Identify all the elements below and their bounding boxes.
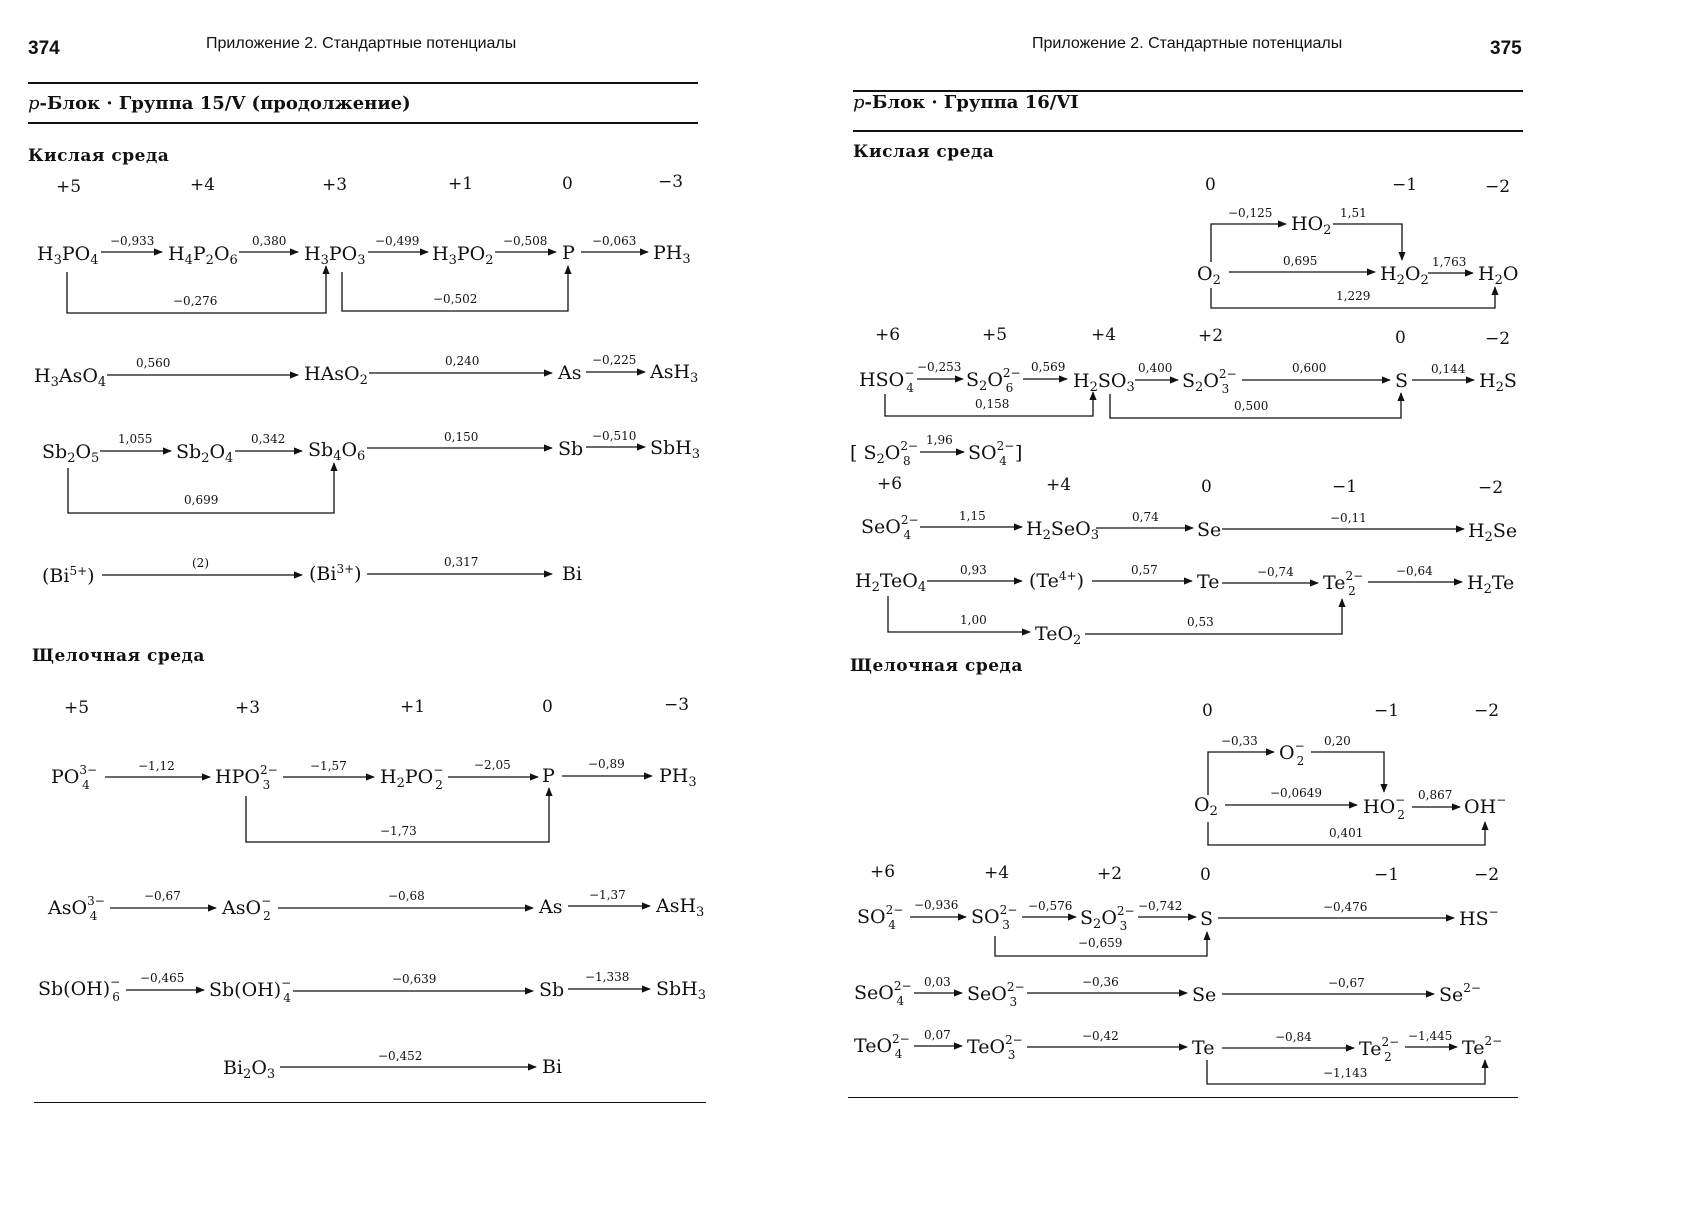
species-sb: Sb: [539, 979, 565, 1001]
species-aso4: AsO$^{3-}$ 4: [48, 894, 105, 923]
potential-label: 0,07: [924, 1028, 951, 1042]
antimony-base-diagram: [38, 970, 706, 1005]
ox-state: +4: [1046, 475, 1072, 495]
ox-state: 0: [1395, 328, 1406, 348]
species-h2se: $H_2Se$: [1468, 520, 1518, 545]
potential-label: 1,51: [1340, 206, 1367, 220]
species-as: As: [558, 362, 582, 384]
oxygen-base-diagram: [1194, 701, 1506, 845]
species-sb4o6: $Sb_4O_6$: [308, 439, 366, 464]
phosphorus-acid-diagram: [37, 234, 691, 313]
species-te4: $(Te^{4+})$: [1029, 569, 1084, 592]
potential-label: −0,933: [110, 234, 155, 248]
species-so4: $SO^{2-}$ 4 ]: [968, 439, 1023, 468]
species-h2s: $H_2S$: [1479, 370, 1517, 395]
potential-label: 0,699: [184, 493, 219, 507]
ox-state: +4: [984, 863, 1010, 883]
ox-state: −2: [1474, 865, 1500, 885]
sulfur-base-diagram: [857, 862, 1499, 956]
ox-state: +6: [875, 325, 901, 345]
page-number: 375: [1490, 38, 1522, 59]
potential-label: −0,452: [378, 1049, 423, 1063]
potential-label: 0,93: [960, 563, 987, 577]
potential-label: 1,229: [1336, 289, 1371, 303]
potential-label: 0,03: [924, 975, 951, 989]
potential-label: −1,445: [1408, 1029, 1453, 1043]
ox-state: −1: [1392, 175, 1418, 195]
ox-state: −1: [1332, 477, 1358, 497]
species-sboh4: Sb(OH)− 4: [209, 976, 292, 1005]
potential-label: −2,05: [474, 758, 511, 772]
ox-state: +4: [190, 175, 216, 195]
arsenic-acid-diagram: [34, 353, 698, 390]
species-sbh3: SbH$_3$: [650, 437, 701, 462]
species-h2teo4: $H_2TeO_4$: [855, 570, 927, 595]
right-page: [842, 0, 1684, 1224]
ox-state: 0: [1200, 865, 1211, 885]
species-seo4: SeO$^{2-}$ 4: [854, 979, 912, 1008]
species-ho2: $HO_2$: [1291, 213, 1332, 238]
ox-state: +3: [322, 175, 348, 195]
species-te2: $Te^{2-}$ 2: [1323, 569, 1364, 598]
species-h2o2: $H_2O_2$: [1380, 263, 1429, 288]
block-title-italic: p: [28, 93, 40, 114]
species-h4p2o6: $H_4P_2O_6$: [168, 243, 238, 268]
potential-label: 1,055: [118, 432, 153, 446]
potential-label: −0,33: [1221, 734, 1258, 748]
species-h2o: $H_2O$: [1478, 263, 1519, 288]
potential-label: −0,276: [173, 294, 218, 308]
ox-state: −3: [664, 695, 690, 715]
potential-label: −0,68: [388, 889, 425, 903]
arsenic-base-diagram: [47, 888, 704, 923]
potential-label: 0,401: [1329, 826, 1364, 840]
species-o2: $O_2$: [1194, 794, 1218, 819]
potential-label: −0,42: [1082, 1029, 1119, 1043]
species-te2m: $Te^{2-}$: [1462, 1034, 1503, 1059]
potential-label: −0,499: [375, 234, 420, 248]
potential-label: −0,64: [1396, 564, 1433, 578]
tellurium-base-diagram: [854, 1028, 1502, 1084]
potential-label: −1,338: [585, 970, 630, 984]
potential-label: 0,695: [1283, 254, 1318, 268]
bismuth-base-diagram: [223, 1049, 562, 1082]
potential-label: −0,253: [917, 360, 962, 374]
ox-state: −1: [1374, 701, 1400, 721]
ox-state: −1: [1374, 865, 1400, 885]
species-h3aso4: $H_3AsO_4$: [34, 365, 107, 390]
species-ho2m: HO− 2: [1363, 793, 1406, 822]
potential-label: 0,500: [1234, 399, 1269, 413]
potential-label: 1,15: [959, 509, 986, 523]
potential-label: 1,763: [1432, 255, 1467, 269]
acid-oxidation-states: [56, 172, 683, 197]
species-se: Se: [1192, 984, 1217, 1006]
phosphorus-base-diagram: [51, 757, 697, 842]
ox-state: 0: [542, 697, 553, 717]
potential-label: −1,57: [310, 759, 347, 773]
page-number: 374: [28, 38, 60, 59]
potential-label: 0,560: [136, 356, 171, 370]
species-te: Te: [1197, 571, 1220, 593]
potential-label: −0,476: [1323, 900, 1368, 914]
species-ash3: AsH$_3$: [656, 895, 705, 920]
species-haso2: HAsO$_2$: [304, 363, 368, 388]
species-h2te: $H_2Te$: [1467, 572, 1515, 597]
species-ph3: $PH_3$: [659, 765, 697, 790]
species-te2: $Te^{2-}$ 2: [1359, 1035, 1400, 1064]
potential-label: −0,936: [914, 898, 959, 912]
species-as: As: [539, 896, 563, 918]
potential-label: −1,12: [138, 759, 175, 773]
species-seo3: SeO$^{2-}$ 3: [967, 980, 1025, 1009]
species-teo3: TeO$^{2-}$ 3: [967, 1033, 1023, 1062]
base-oxidation-states: [64, 695, 689, 718]
species-s: S: [1200, 908, 1214, 930]
species-aso2: AsO− 2: [222, 894, 272, 923]
ox-state: +5: [56, 177, 82, 197]
species-po4: $PO^{3-}$ 4: [51, 763, 98, 792]
potential-label: 1,96: [926, 433, 953, 447]
potential-label: −1,143: [1323, 1066, 1368, 1080]
potential-label: (2): [192, 556, 209, 570]
species-hso4: HSO− 4: [859, 366, 915, 395]
potential-label: −0,67: [1328, 976, 1365, 990]
ox-state: +2: [1097, 864, 1123, 884]
potential-label: 0,240: [445, 354, 480, 368]
potential-label: 0,74: [1132, 510, 1159, 524]
block-title-text: -Блок · Группа 15/V (продолжение): [39, 93, 411, 114]
potential-label: −0,225: [592, 353, 637, 367]
potential-label: 0,400: [1138, 361, 1173, 375]
potential-label: −0,74: [1257, 565, 1294, 579]
ox-state: +1: [448, 174, 474, 194]
right-latimer-diagrams: [842, 0, 1684, 1224]
potential-label: 0,150: [444, 430, 479, 444]
species-se: Se: [1197, 519, 1222, 541]
ox-state: 0: [1201, 477, 1212, 497]
species-sb2o5: $Sb_2O_5$: [42, 441, 100, 466]
ox-state: 0: [1205, 175, 1216, 195]
ox-state: +2: [1198, 326, 1224, 346]
potential-label: −0,89: [588, 757, 625, 771]
block-title-text: -Блок · Группа 16/VI: [864, 92, 1079, 113]
alkaline-medium-heading: Щелочная среда: [32, 646, 205, 666]
potential-label: −0,063: [592, 234, 637, 248]
species-teo4: TeO$^{2-}$ 4: [854, 1032, 910, 1061]
species-hpo3: $HPO^{2-}$ 3: [215, 763, 278, 792]
species-sb2o4: $Sb_2O_4$: [176, 441, 234, 466]
species-te: Te: [1192, 1037, 1215, 1059]
potential-label: −0,508: [503, 234, 548, 248]
block-title-italic: p: [853, 92, 865, 113]
species-bi: Bi: [542, 1056, 563, 1078]
potential-label: −0,639: [392, 972, 437, 986]
species-s2o3: $S_2O^{2-}$ 3: [1182, 367, 1237, 396]
species-h2so3: $H_2SO_3$: [1073, 370, 1135, 395]
ox-state: +5: [982, 325, 1008, 345]
species-o2: $O_2$: [1197, 263, 1221, 288]
ox-state: +6: [877, 474, 903, 494]
species-sbh3: SbH$_3$: [656, 978, 707, 1003]
potential-label: −0,742: [1138, 899, 1183, 913]
ox-state: +4: [1091, 325, 1117, 345]
species-sboh6: Sb(OH)− 6: [38, 975, 121, 1004]
potential-label: 0,158: [975, 397, 1010, 411]
potential-label: 1,00: [960, 613, 987, 627]
potential-label: 0,144: [1431, 362, 1466, 376]
potential-label: 0,53: [1187, 615, 1214, 629]
potential-label: 0,57: [1131, 563, 1158, 577]
species-bi3: $(Bi^{3+})$: [309, 562, 362, 585]
potential-label: −0,502: [433, 292, 478, 306]
ox-state: −2: [1485, 177, 1511, 197]
species-hs: HS−: [1459, 905, 1499, 930]
species-s2o3: $S_2O^{2-}$ 3: [1080, 904, 1135, 933]
running-head: Приложение 2. Стандартные потенциалы: [1032, 35, 1343, 52]
species-so3: $SO^{2-}$ 3: [971, 903, 1018, 932]
ox-state: −2: [1474, 701, 1500, 721]
bismuth-acid-diagram: [42, 555, 582, 587]
sulfur-acid-diagram: [850, 325, 1517, 468]
ox-state: +3: [235, 698, 261, 718]
species-o2m: O− 2: [1279, 739, 1305, 768]
potential-label: −0,659: [1078, 936, 1123, 950]
species-bi2o3: $Bi_2O_3$: [223, 1057, 276, 1082]
potential-label: −0,510: [592, 429, 637, 443]
ox-state: −2: [1485, 329, 1511, 349]
potential-label: −0,36: [1082, 975, 1119, 989]
potential-label: 0,342: [251, 432, 286, 446]
species-seo4: SeO$^{2-}$ 4: [861, 513, 919, 542]
antimony-acid-diagram: [42, 429, 700, 513]
potential-label: −1,37: [589, 888, 626, 902]
ox-state: 0: [1202, 701, 1213, 721]
potential-label: −0,125: [1228, 206, 1273, 220]
species-p: P: [542, 765, 555, 787]
potential-label: 0,600: [1292, 361, 1327, 375]
acid-medium-heading: Кислая среда: [853, 142, 995, 162]
species-s: S: [1395, 370, 1409, 392]
species-se2: $Se^{2-}$: [1439, 981, 1481, 1006]
species-bi5: $(Bi^{5+})$: [42, 564, 95, 587]
species-so4: $SO^{2-}$ 4: [857, 903, 904, 932]
species-h2po2: $H_2PO^-$ 2: [380, 763, 444, 792]
alkaline-medium-heading: Щелочная среда: [850, 656, 1023, 676]
ox-state: −2: [1478, 478, 1504, 498]
potential-label: −1,73: [380, 824, 417, 838]
species-bi: Bi: [562, 563, 583, 585]
potential-label: −0,84: [1275, 1030, 1312, 1044]
potential-label: 0,380: [252, 234, 287, 248]
potential-label: −0,465: [140, 971, 185, 985]
potential-label: 0,20: [1324, 734, 1351, 748]
selenium-base-diagram: [854, 975, 1481, 1009]
ox-state: +6: [870, 862, 896, 882]
species-ash3: AsH$_3$: [650, 361, 699, 386]
species-s2o6: $S_2O^{2-}$ 6: [966, 366, 1021, 395]
ox-state: −3: [658, 172, 684, 192]
potential-label: 0,317: [444, 555, 479, 569]
ox-state: +5: [64, 698, 90, 718]
potential-label: 0,867: [1418, 788, 1453, 802]
species-sb: Sb: [558, 438, 584, 460]
species-p: P: [562, 242, 575, 264]
potential-label: 0,569: [1031, 360, 1066, 374]
species-h2seo3: $H_2SeO_3$: [1026, 518, 1099, 543]
potential-label: −0,11: [1330, 511, 1367, 525]
running-head: Приложение 2. Стандартные потенциалы: [206, 35, 517, 52]
potential-label: −0,67: [144, 889, 181, 903]
species-h3po3: $H_3PO_3$: [304, 243, 366, 268]
species-s2o8: [ $S_2O^{2-}$ 8: [850, 439, 919, 468]
species-ph3: $PH_3$: [653, 242, 691, 267]
ox-state: +1: [400, 697, 426, 717]
species-h3po2: $H_3PO_2$: [432, 243, 494, 268]
potential-label: −0,576: [1028, 899, 1073, 913]
selenium-tellurium-acid-diagram: [855, 474, 1517, 648]
oxygen-acid-diagram: [1197, 175, 1518, 308]
ox-state: 0: [562, 174, 573, 194]
potential-label: −0,0649: [1270, 786, 1323, 800]
acid-medium-heading: Кислая среда: [28, 146, 170, 166]
species-ohm: OH−: [1464, 793, 1507, 818]
species-teo2: TeO$_2$: [1035, 623, 1082, 648]
species-h3po4: $H_3PO_4$: [37, 243, 99, 268]
